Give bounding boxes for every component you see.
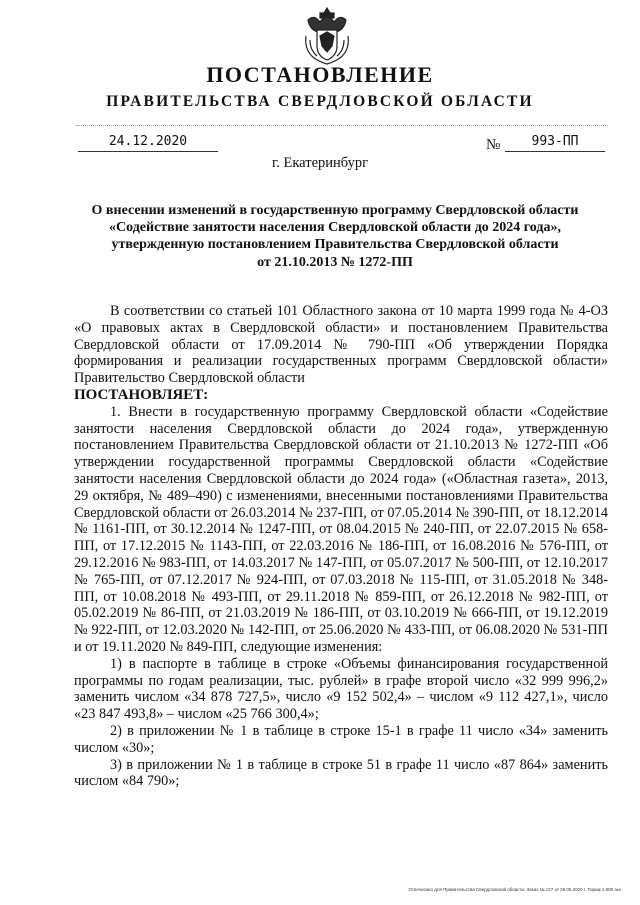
title-line: О внесении изменений в государственную программу Свердловской области bbox=[91, 203, 579, 218]
document-body bbox=[74, 303, 608, 790]
issuer-heading: ПРАВИТЕЛЬСТВА СВЕРДЛОВСКОЙ ОБЛАСТИ bbox=[106, 93, 534, 110]
number-label: № bbox=[486, 137, 501, 153]
subitem-1-paragraph: 1) в паспорте в таблице в строке «Объемы финансирования государственной программы по годам реализации, тыс. рублей» в графе второй число «32 999 996,2» заменить числом «34 878 727,5», число «9 152 502,4» – числом «9 112 427,1», число «23 847 493,8» – числом «25 766 300,4»; bbox=[74, 655, 608, 723]
city: г. Екатеринбург bbox=[271, 155, 369, 171]
coat-of-arms-icon bbox=[300, 6, 354, 66]
intro-paragraph: В соответствии со статьей 101 Областного закона от 10 марта 1999 года № 4-ОЗ «О правовых актах в Свердловской области» и постановлением Правительства Свердловской области от 17.09.2014 № 790-ПП «Об утверждении Порядка формирования и реализации государственных программ Свердловской области» Правительство Свердловской области bbox=[74, 303, 608, 387]
subitem-3-paragraph: 3) в приложении № 1 в таблице в строке 51 в графе 11 число «87 864» заменить числом «84 790»; bbox=[74, 756, 608, 790]
title-line: от 21.10.2013 № 1272-ПП bbox=[257, 254, 413, 270]
header-divider bbox=[76, 125, 608, 126]
document-date: 24.12.2020 bbox=[78, 134, 218, 152]
document-title bbox=[80, 202, 590, 271]
title-line: «Содействие занятости населения Свердловской области до 2024 года», bbox=[109, 220, 561, 236]
print-footer: Отпечатано для Правительства Свердловской области. Заказ № 127 от 29.05.2020 г. Тираж 1 500 экз. bbox=[408, 887, 622, 892]
decree-heading: ПОСТАНОВЛЯЕТ: bbox=[74, 386, 209, 403]
item-1-paragraph: 1. Внести в государственную программу Свердловской области «Содействие занятости населения Свердловской области до 2024 года», утвержденную постановлением Правительства Свердловской области от 21.10.2013 № 1272-ПП «Об утверждении государственной программы Свердловской области «Содействие занятости населения Свердловской области до 2024 года» («Областная газета», 2013, 29 октября, № 489–490) с изменениями, внесенными постановлениями Правительства Свердловской области от 26.03.2014 № 237-ПП, от 07.05.2014 № 390-ПП, от 18.12.2014 № 1161-ПП, от 30.12.2014 № 1247-ПП, от 08.04.2015 № 240-ПП, от 22.07.2015 № 658-ПП, от 17.12.2015 № 1143-ПП, от 22.03.2016 № 186-ПП, от 16.08.2016 № 576-ПП, от 29.12.2016 № 983-ПП, от 14.03.2017 № 147-ПП, от 05.07.2017 № 500-ПП, от 12.10.2017 № 765-ПП, от 07.12.2017 № 924-ПП, от 07.03.2018 № 115-ПП, от 31.05.2018 № 348-ПП, от 10.08.2018 № 493-ПП, от 29.11.2018 № 859-ПП, от 26.12.2018 № 982-ПП, от 05.02.2019 № 86-ПП, от 21.03.2019 № 186-ПП, от 03.10.2019 № 666-ПП, от 19.12.2019 № 922-ПП, от 12.03.2020 № 142-ПП, от 25.06.2020 № 433-ПП, от 06.08.2020 № 531-ПП и от 19.11.2020 № 849-ПП, следующие изменения: bbox=[74, 403, 608, 655]
document-type-heading: ПОСТАНОВЛЕНИЕ bbox=[206, 62, 434, 87]
subitem-2-paragraph: 2) в приложении № 1 в таблице в строке 15-1 в графе 11 число «34» заменить числом «30»; bbox=[74, 722, 608, 756]
title-line: утвержденную постановлением Правительства Свердловской области bbox=[111, 237, 559, 253]
document-number: 993-ПП bbox=[505, 134, 605, 152]
